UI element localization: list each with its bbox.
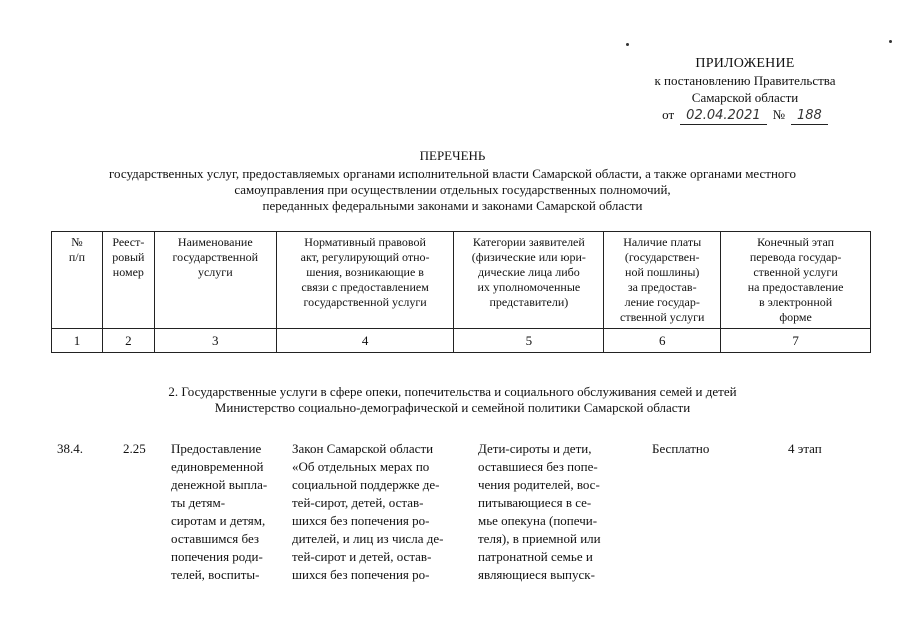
text-line: шихся без попечения ро- [292, 513, 430, 528]
header-text: шения, возникающие в [306, 265, 424, 279]
entry-fee: Бесплатно [652, 441, 710, 456]
header-text: ление государ- [624, 295, 700, 309]
text-line: питывающиеся в се- [478, 495, 592, 510]
appendix-line-3: Самарской области [691, 90, 799, 105]
header-text: Конечный этап [757, 235, 835, 249]
header-text: Категории заявителей [472, 235, 585, 249]
document-subtitle-line-1: государственных услуг, предоставляемых органами исполнительной власти Самарской области, а также органами местного [109, 166, 796, 181]
text-line: Предоставление [171, 441, 262, 456]
text-line: «Об отдельных мерах по [292, 459, 430, 474]
header-cell [102, 232, 154, 329]
text-line: попечения роди- [171, 549, 263, 564]
entry-service-name [171, 440, 287, 584]
column-number-row [52, 329, 871, 353]
section-ministry: Министерство социально-демографической и семейной политики Самарской области [214, 400, 691, 415]
column-number-cell: 6 [604, 329, 721, 353]
header-text: (государствен- [624, 250, 700, 264]
document-title-block [0, 148, 905, 214]
header-text: ровый [112, 250, 145, 264]
document-title: ПЕРЕЧЕНЬ [419, 148, 486, 163]
header-text: дические лица либо [477, 265, 580, 279]
text-line: теля), в приемной или [478, 531, 601, 546]
text-line: оставшиеся без попе- [478, 459, 598, 474]
text-line: мье опекуна (попечи- [478, 513, 598, 528]
header-text: их уполномоченные [477, 280, 581, 294]
section-title: 2. Государственные услуги в сфере опеки, попечительства и социального обслуживания семей и детей [168, 384, 737, 399]
entry-legal-act [292, 440, 474, 584]
column-number-cell: 7 [721, 329, 871, 353]
column-number-cell: 1 [52, 329, 103, 353]
header-text: Наличие платы [623, 235, 702, 249]
header-cell [604, 232, 721, 329]
header-cell [454, 232, 604, 329]
entry-applicant-category [478, 440, 628, 584]
document-subtitle-line-3: переданных федеральными законами и законами Самарской области [262, 198, 643, 213]
header-text: Наименование [177, 235, 253, 249]
text-line: денежной выпла- [171, 477, 268, 492]
header-text: государственной услуги [303, 295, 427, 309]
header-cell [276, 232, 454, 329]
text-line: Дети-сироты и дети, [478, 441, 592, 456]
header-text: № [71, 235, 83, 249]
header-text: за предостав- [627, 280, 697, 294]
column-number-cell: 3 [154, 329, 276, 353]
text-line: тей-сирот, детей, остав- [292, 495, 424, 510]
header-text: перевода государ- [749, 250, 842, 264]
scan-speck [626, 43, 629, 46]
header-text: Нормативный правовой [304, 235, 426, 249]
header-cell [154, 232, 276, 329]
header-text: (физические или юри- [471, 250, 586, 264]
text-line: шихся без попечения ро- [292, 567, 430, 582]
header-text: услуги [197, 265, 233, 279]
header-text: п/п [68, 250, 86, 264]
appendix-block [600, 55, 890, 125]
header-text: в электронной [758, 295, 833, 309]
text-line: дителей, и лиц из числа де- [292, 531, 444, 546]
appendix-title: ПРИЛОЖЕНИЕ [695, 56, 795, 71]
text-line: телей, воспиты- [171, 567, 260, 582]
entry-electronic-stage: 4 этап [788, 441, 822, 456]
header-text: на предоставление [747, 280, 844, 294]
appendix-line-2: к постановлению Правительства [654, 73, 836, 88]
text-line: сиротам и детям, [171, 513, 266, 528]
number-prefix: № [772, 107, 786, 122]
header-text: номер [112, 265, 144, 279]
text-line: чения родителей, вос- [478, 477, 600, 492]
entry-number: 38.4. [57, 441, 83, 456]
text-line: социальной поддержке де- [292, 477, 440, 492]
text-line: Закон Самарской области [292, 441, 434, 456]
entry-registry-number: 2.25 [123, 441, 146, 456]
header-text: ственной услуги [620, 310, 705, 324]
appendix-date-row [600, 106, 890, 125]
date-prefix: от [662, 107, 675, 122]
header-text: связи с предоставлением [301, 280, 429, 294]
document-subtitle-line-2: самоуправления при осуществлении отдельных государственных полномочий, [234, 182, 671, 197]
header-text: ной пошлины) [625, 265, 700, 279]
text-line: патронатной семье и [478, 549, 593, 564]
column-number-cell: 4 [276, 329, 454, 353]
text-line: оставшимся без [171, 531, 260, 546]
header-text: представители) [489, 295, 569, 309]
header-text: ственной услуги [753, 265, 838, 279]
header-text: Реест- [112, 235, 145, 249]
header-table [51, 231, 871, 353]
date-value: 02.04.2021 [680, 107, 766, 125]
header-text: государственной [172, 250, 259, 264]
header-text: форме [779, 310, 812, 324]
scan-speck [889, 40, 892, 43]
section-heading [0, 384, 905, 416]
header-row [52, 232, 871, 329]
text-line: тей-сирот и детей, остав- [292, 549, 432, 564]
column-number-cell: 2 [102, 329, 154, 353]
header-cell [721, 232, 871, 329]
header-text: акт, регулирующий отно- [300, 250, 430, 264]
number-value: 188 [791, 107, 828, 125]
text-line: являющиеся выпуск- [478, 567, 595, 582]
text-line: ты детям- [171, 495, 226, 510]
column-number-cell: 5 [454, 329, 604, 353]
header-cell [52, 232, 103, 329]
text-line: единовременной [171, 459, 264, 474]
